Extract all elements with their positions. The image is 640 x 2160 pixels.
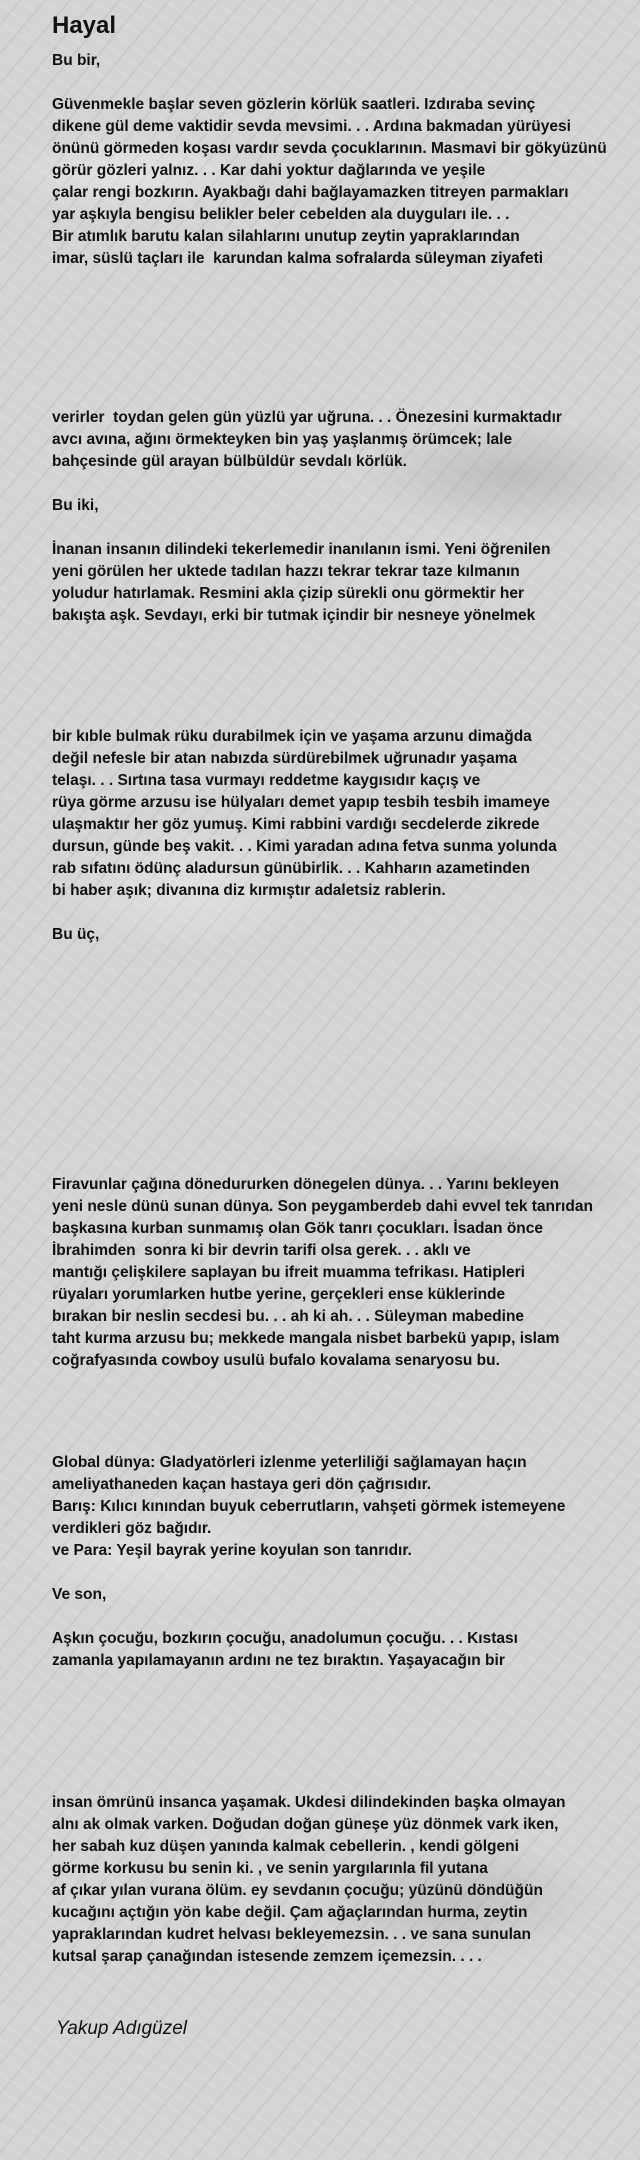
poem-line: ameliyathaneden kaçan hastaya geri dön çağrısıdır. [52,1476,432,1493]
poem-line: başkasına kurban sunmamış olan Gök tanrı çocukları. İsadan önce [52,1220,544,1237]
poem-line: imar, süslü taçları ile karundan kalma sofralarda süleyman ziyafeti [52,250,544,267]
poem-line: verdikleri göz bağıdır. [52,1520,212,1537]
poem-line: değil nefesle bir atan nabızda sürdürebilmek uğrunadır yaşama [52,750,518,767]
poem-line: Güvenmekle başlar seven gözlerin körlük saatleri. Izdıraba sevinç [52,96,536,113]
blank-line [52,72,636,94]
poem-line: insan ömrünü insanca yaşamak. Ukdesi dilindekinden başka olmayan [52,1794,566,1811]
poem-line: çalar rengi bozkırın. Ayakbağı dahi bağlayamazken titreyen parmakları [52,184,569,201]
blank-line [52,1562,636,1584]
blank-line [52,517,636,539]
poem-line: Bir atımlık barutu kalan silahlarını unutup zeytin yapraklarından [52,228,520,245]
poem-line: kucağını açtığın yön kabe değil. Çam ağaçlarından hurma, zeytin [52,1904,528,1921]
poem-line: İbrahimden sonra ki bir devrin tarifi olsa gerek. . . aklı ve [52,1242,471,1259]
poem-line: Firavunlar çağına dönedururken dönegelen dünya. . . Yarını bekleyen [52,1176,560,1193]
poem-line: bahçesinde gül arayan bülbüldür sevdalı körlük. [52,453,407,470]
poem-line: önünü görmeden koşası vardır sevda çocuklarının. Masmavi bir gökyüzünü [52,140,607,157]
poem-line: yoludur hatırlamak. Resmini akla çizip sürekli onu görmektir her [52,585,525,602]
poem-line: yapraklarından kudret helvası bekleyemezsin. . . ve sana sunulan [52,1926,531,1943]
poem-line: görür gözleri yalnız. . . Kar dahi yoktur dağlarında ve yeşile [52,162,486,179]
poem-line: Aşkın çocuğu, bozkırın çocuğu, anadolumun çocuğu. . . Kıstası [52,1630,518,1647]
poem-section-3 [52,726,636,946]
poem-line: telaşı. . . Sırtına tasa vurmayı reddetme kaygısıdır kaçış ve [52,772,481,789]
poem-line: bir kıble bulmak rüku durabilmek için ve yaşama arzunu dimağda [52,728,532,745]
poem-line: Bu iki, [52,497,99,514]
poem-line: dursun, günde beş vakit. . . Kimi yaradan adına fetva sunma yolunda [52,838,557,855]
poem-line: rüyaları yorumlarken hutbe yerine, gerçekleri ense küklerinde [52,1286,506,1303]
poem-section-2 [52,407,636,627]
poem-line: Barış: Kılıcı kınından buyuk ceberrutların, vahşeti görmek istemeyene [52,1498,566,1515]
poem-line: İnanan insanın dilindeki tekerlemedir inanılanın ismi. Yeni öğrenilen [52,541,551,558]
poem-line: Bu üç, [52,926,100,943]
poem-line: rüya görme arzusu ise hülyaları demet yapıp tesbih tesbih imameye [52,794,550,811]
poem-line: alnı ak olmak varken. Doğudan doğan güneşe yüz dönmek vark iken, [52,1816,559,1833]
poem-line: bırakan bir neslin secdesi bu. . . ah ki ah. . . Süleyman mabedine [52,1308,525,1325]
poem-line: rab sıfatını ödünç aladursun günübirlik. . . Kahharın azametinden [52,860,530,877]
poem-line: Bu bir, [52,52,101,69]
poem-line: zamanla yapılamayanın ardını ne tez bıraktın. Yaşayacağın bir [52,1652,505,1669]
poem-line: yar aşkıyla bengisu belikler beler cebelden ala duyguları ile. . . [52,206,510,223]
poem-line: her sabah kuz düşen yanında kalmak cebellerin. , kendi gölgeni [52,1838,519,1855]
poem-title: Hayal [52,12,117,39]
poem-section-1 [52,50,636,270]
blank-line [52,473,636,495]
poem-line: af çıkar yılan vurana ölüm. ey sevdanın çocuğu; yüzünü döndüğün [52,1882,543,1899]
poem-line: coğrafyasında cowboy usulü bufalo kovalama senaryosu bu. [52,1352,500,1369]
poem-section-5 [52,1452,636,1672]
author-signature: Yakup Adıgüzel [56,2018,187,2039]
blank-line [52,902,636,924]
poem-line: ulaşmaktır her göz yumuş. Kimi rabbini vardığı secdelerde zikrede [52,816,540,833]
poem-line: bakışta aşk. Sevdayı, erki bir tutmak içindir bir nesneye yönelmek [52,607,536,624]
poem-line: Global dünya: Gladyatörleri izlenme yeterliliği sağlamayan haçın [52,1454,527,1471]
poem-line: taht kurma arzusu bu; mekkede mangala nisbet barbekü yapıp, islam [52,1330,560,1347]
poem-line: Ve son, [52,1586,107,1603]
poem-line: mantığı çelişkilere saplayan bu ifreit muamma tefrikası. Hatipleri [52,1264,525,1281]
poem-line: dikene gül deme vaktidir sevda mevsimi. . . Ardına bakmadan yürüyesi [52,118,571,135]
poem-line: verirler toydan gelen gün yüzlü yar uğruna. . . Önezesini kurmaktadır [52,409,562,426]
poem-line: görme korkusu bu senin ki. , ve senin yargılarınla fil yutana [52,1860,488,1877]
poem-section-4 [52,1174,636,1372]
poem-line: yeni nesle dünü sunan dünya. Son peygamberdeb dahi evvel tek tanrıdan [52,1198,593,1215]
poem-line: avcı avına, ağını örmekteyken bin yaş yaşlanmış örümcek; lale [52,431,513,448]
poem-section-6 [52,1792,636,1968]
poem-line: bi haber aşık; divanına diz kırmıştır adaletsiz rablerin. [52,882,446,899]
poem-line: kutsal şarap çanağından istesende zemzem içemezsin. . . . [52,1948,482,1965]
poem-line: ve Para: Yeşil bayrak yerine koyulan son tanrıdır. [52,1542,412,1559]
blank-line [52,1606,636,1628]
poem-line: yeni görülen her uktede tadılan hazzı tekrar tekrar taze kılmanın [52,563,520,580]
